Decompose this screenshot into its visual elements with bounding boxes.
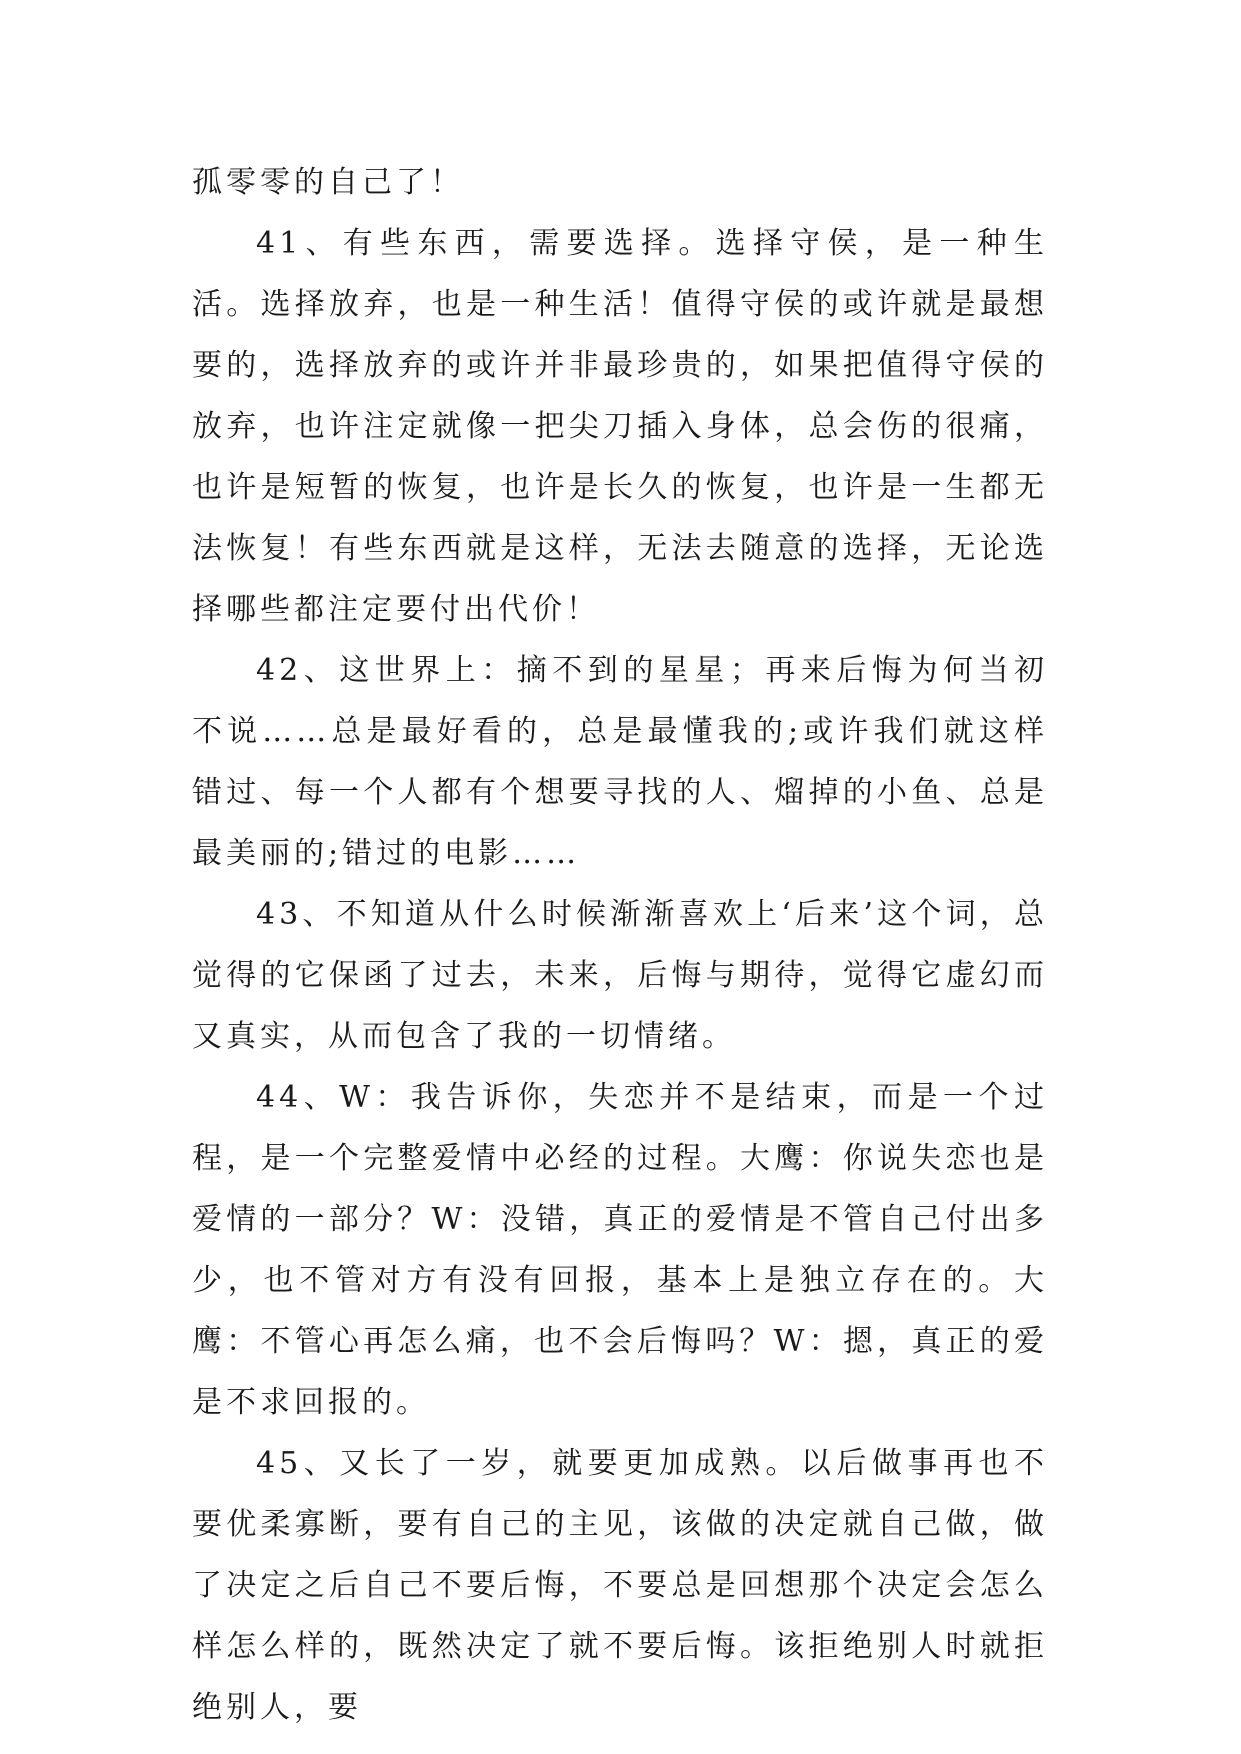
paragraph-45: 45、又长了一岁，就要更加成熟。以后做事再也不要优柔寡断，要有自己的主见，该做的决定就自己做，做了决定之后自己不要后悔，不要总是回想那个决定会怎么样怎么样的，既然决定了就不要后悔。该拒绝别人时就拒绝别人，要 (192, 1446, 1048, 1725)
document-body (192, 152, 1048, 1738)
paragraph-43: 43、不知道从什么时候渐渐喜欢上‘后来’这个词，总觉得的它保函了过去，未来，后悔与期待，觉得它虚幻而又真实，从而包含了我的一切情绪。 (192, 897, 1048, 1054)
paragraph-41: 41、有些东西，需要选择。选择守侯，是一种生活。选择放弃，也是一种生活！值得守侯的或许就是最想要的，选择放弃的或许并非最珍贵的，如果把值得守侯的放弃，也许注定就像一把尖刀插入身体，总会伤的很痛，也许是短暂的恢复，也许是长久的恢复，也许是一生都无法恢复！有些东西就是这样，无法去随意的选择，无论选择哪些都注定要付出代价！ (192, 226, 1048, 627)
paragraph-44: 44、W：我告诉你，失恋并不是结束，而是一个过程，是一个完整爱情中必经的过程。大鹰：你说失恋也是爱情的一部分？W：没错，真正的爱情是不管自己付出多少，也不管对方有没有回报，基本上是独立存在的。大鹰：不管心再怎么痛，也不会后悔吗？W：摁，真正的爱是不求回报的。 (192, 1080, 1048, 1420)
paragraph-42: 42、这世界上：摘不到的星星；再来后悔为何当初不说……总是最好看的，总是最懂我的;或许我们就这样错过、每一个人都有个想要寻找的人、熘掉的小鱼、总是最美丽的;错过的电影…… (192, 653, 1048, 871)
paragraph-continuation: 孤零零的自己了！ (192, 165, 464, 200)
